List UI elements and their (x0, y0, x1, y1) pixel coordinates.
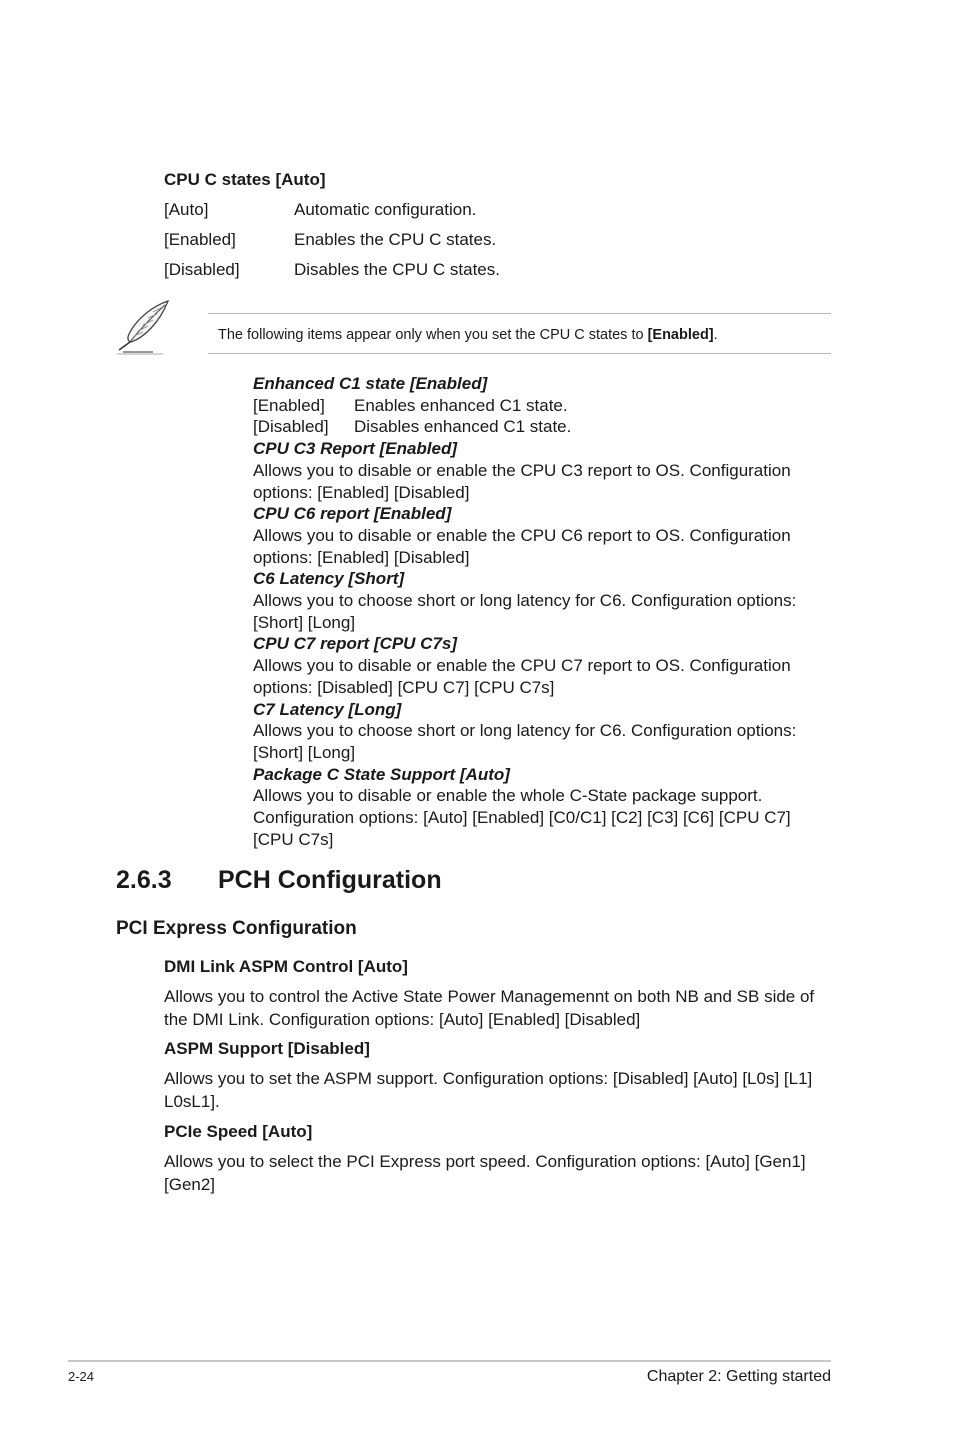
option-desc: Enables the CPU C states. (294, 230, 497, 249)
cpu-c3-report-title: CPU C3 Report [Enabled] (253, 439, 458, 459)
c7-latency-title: C7 Latency [Long] (253, 699, 402, 719)
option-desc: Disables enhanced C1 state. (354, 417, 572, 437)
section-title: PCH Configuration (218, 866, 442, 894)
c6-latency-desc: Allows you to choose short or long latency for C6. Configuration options: [Short] [Long] (253, 591, 797, 632)
dmi-link-aspm-title: DMI Link ASPM Control [Auto] (164, 957, 408, 976)
c7-latency-desc: Allows you to choose short or long latency for C6. Configuration options: [Short] [Long] (253, 721, 797, 762)
aspm-support-title: ASPM Support [Disabled] (164, 1039, 370, 1058)
option-desc: Automatic configuration. (294, 200, 477, 219)
footer-divider (68, 1360, 831, 1362)
option-key: [Auto] (164, 200, 209, 219)
c6-latency-title: C6 Latency [Short] (253, 569, 405, 589)
option-row (164, 259, 500, 281)
option-row (164, 199, 476, 221)
option-key: [Disabled] (253, 417, 329, 437)
option-key: [Disabled] (164, 260, 240, 279)
subsection-title: PCI Express Configuration (116, 918, 357, 939)
note-text-after: . (713, 327, 718, 343)
cpu-c7-report-desc: Allows you to disable or enable the CPU C7 report to OS. Configuration options: [Disabled] [CPU C7] [CPU C7s] (253, 656, 791, 697)
note-text-bold: [Enabled] (647, 327, 714, 343)
option-desc: Enables enhanced C1 state. (354, 395, 568, 415)
option-row (164, 229, 496, 251)
cpu-c-states-title: CPU C states [Auto] (164, 170, 326, 189)
cpu-c6-report-desc: Allows you to disable or enable the CPU C6 report to OS. Configuration options: [Enabled] [Disabled] (253, 525, 791, 567)
enhanced-c1-title: Enhanced C1 state [Enabled] (253, 374, 488, 393)
cpu-c6-report-title: CPU C6 report [Enabled] (253, 504, 452, 524)
pcie-speed-desc: Allows you to select the PCI Express port speed. Configuration options: [Auto] [Gen1] [Gen2] (164, 1152, 806, 1194)
cpu-c7-report-title: CPU C7 report [CPU C7s] (253, 634, 458, 654)
option-key: [Enabled] (164, 230, 236, 249)
note-text-before: The following items appear only when you set the CPU C states to (218, 327, 648, 343)
note-bottom-divider (208, 353, 831, 354)
page-number: 2-24 (68, 1369, 95, 1384)
option-row (253, 395, 823, 417)
aspm-support-desc: Allows you to set the ASPM support. Configuration options: [Disabled] [Auto] [L0s] [L1] L0sL1]. (164, 1069, 813, 1111)
cpu-c3-report-desc: Allows you to disable or enable the CPU C3 report to OS. Configuration options: [Enabled] [Disabled] (253, 460, 791, 502)
section-number: 2.6.3 (116, 866, 172, 894)
option-key: [Enabled] (253, 395, 325, 415)
dmi-link-aspm-desc: Allows you to control the Active State Power Managemennt on both NB and SB side of the DMI Link. Configuration options: [Auto] [Enabled] [Disabled] (164, 987, 815, 1029)
sub-items (253, 373, 823, 850)
package-c-state-desc: Allows you to disable or enable the whole C-State package support. Configuration options: [Auto] [Enabled] [C0/C1] [C2] [C3] [C6] [CPU C7] [CPU C7s] (253, 786, 791, 849)
package-c-state-title: Package C State Support [Auto] (253, 764, 510, 784)
feather-pen-icon (113, 298, 173, 356)
note-text (218, 325, 718, 345)
note-top-divider (208, 313, 831, 314)
chapter-title: Chapter 2: Getting started (646, 1368, 831, 1385)
pcie-speed-title: PCIe Speed [Auto] (164, 1122, 313, 1141)
option-row (253, 416, 823, 438)
option-desc: Disables the CPU C states. (294, 260, 500, 279)
